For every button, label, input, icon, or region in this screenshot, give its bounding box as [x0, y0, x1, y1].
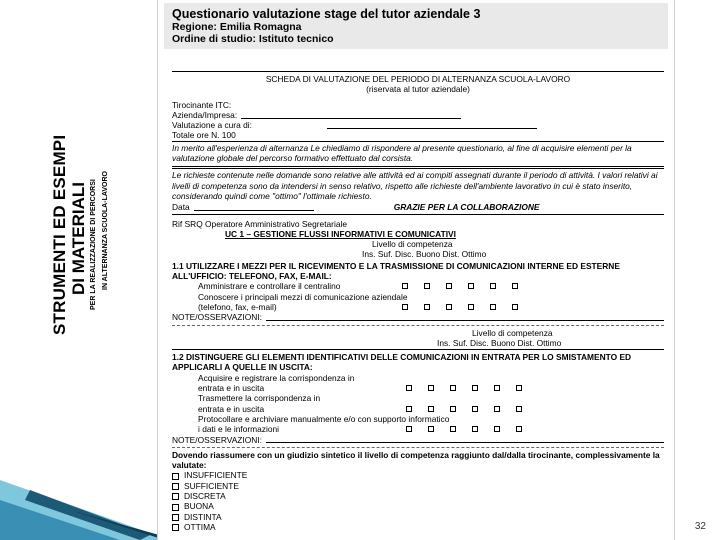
document-ordine: Ordine di studio: Istituto tecnico — [172, 33, 334, 45]
q12-title: 1.2 DISTINGUERE GLI ELEMENTI IDENTIFICATIVI DELLE COMUNICAZIONI IN ENTRATA PER LO SMISTAMENTO ED APPLICARLI A QUELLE IN USCITA: — [172, 352, 632, 373]
rif-srq: Rif SRQ Operatore Amministrativo Segretariale — [172, 218, 348, 229]
q12-note-label: NOTE/OSSERVAZIONI: — [172, 434, 262, 445]
livello-label-2: Livello di competenza — [472, 327, 553, 338]
checkbox-suf[interactable] — [424, 283, 430, 289]
intro-paragraph-2: Le richieste contenute nelle domande sono relative alle attività ed ai compiti assegnati durante il periodo di attività. I valori relativi ai livelli di competenza sono da intendersi in senso relativo, rispetto alle richieste dell'ambiente lavorativo in cui è stato inserito, considerando quindi come "ottimo" l'ottimale richiesto. — [172, 170, 658, 201]
q11-item-1-checkboxes — [394, 283, 526, 289]
q11-item-2: Conoscere i principali mezzi di comunicazione aziendale — [198, 291, 408, 302]
option-discreta[interactable]: DISCRETA — [172, 491, 664, 501]
scheda-title: SCHEDA DI VALUTAZIONE DEL PERIODO DI ALTERNANZA SCUOLA-LAVORO — [265, 74, 571, 84]
livello-label: Livello di competenza — [372, 239, 453, 250]
option-ottima[interactable]: OTTIMA — [172, 522, 664, 532]
grazie-text: GRAZIE PER LA COLLABORAZIONE — [393, 202, 540, 213]
q12-item-4-label: entrata e in uscita — [198, 403, 265, 414]
checkbox-suf[interactable] — [428, 426, 434, 432]
document-regione: Regione: Emilia Romagna — [172, 21, 302, 33]
checkbox-ottimo[interactable] — [516, 385, 522, 391]
checkbox-disc[interactable] — [450, 406, 456, 412]
checkbox-ottimo[interactable] — [512, 283, 518, 289]
checkbox-disc[interactable] — [450, 426, 456, 432]
checkbox-suf[interactable] — [424, 304, 430, 310]
q12-item-2-label: entrata e in uscita — [198, 383, 265, 394]
checkbox-dist[interactable] — [490, 283, 496, 289]
checkbox-buono[interactable] — [468, 283, 474, 289]
checkbox-buono[interactable] — [472, 426, 478, 432]
q12-item-6 — [172, 424, 664, 434]
document-page — [157, 0, 675, 540]
azienda-label: Azienda/Impresa: — [172, 109, 238, 120]
q11-item-1 — [172, 281, 664, 291]
q11-note-row — [172, 312, 664, 322]
checkbox-ottimo[interactable] — [512, 304, 518, 310]
valutazione-label: Valutazione a cura di: — [172, 120, 252, 131]
checkbox-ins[interactable] — [402, 304, 408, 310]
side-title-line1: STRUMENTI ED ESEMPI — [50, 134, 69, 335]
uc-title: UC 1 – GESTIONE FLUSSI INFORMATIVI E COMUNICATIVI — [225, 228, 456, 239]
checkbox-ottimo[interactable] — [516, 426, 522, 432]
tirocinante-label: Tirocinante ITC: — [172, 99, 232, 110]
document-header — [164, 3, 668, 49]
checkbox-dist[interactable] — [490, 304, 496, 310]
q11-item-3-checkboxes — [394, 304, 526, 310]
checkbox-buono[interactable] — [472, 406, 478, 412]
q12-item-5: Protocollare e archiviare manualmente e/o con supporto informatico — [198, 413, 450, 424]
q12-item-2 — [172, 383, 664, 393]
q12-item-4-checkboxes — [398, 406, 530, 412]
option-insufficiente[interactable]: INSUFFICIENTE — [172, 470, 664, 480]
option-distinta[interactable]: DISTINTA — [172, 512, 664, 522]
checkbox-disc[interactable] — [446, 304, 452, 310]
side-title — [50, 134, 140, 340]
summary-options — [172, 470, 664, 532]
scale-header-2: Ins. Suf. Disc. Buono Dist. Ottimo — [437, 337, 562, 348]
q11-note-field[interactable] — [266, 314, 664, 321]
azienda-field[interactable] — [241, 112, 461, 119]
q12-item-2-checkboxes — [398, 385, 530, 391]
scale-header: Ins. Suf. Disc. Buono Dist. Ottimo — [362, 249, 487, 260]
data-label: Data — [172, 202, 190, 213]
checkbox-ottimo[interactable] — [516, 406, 522, 412]
checkbox-suf[interactable] — [428, 406, 434, 412]
side-title-line4: IN ALTERNANZA SCUOLA-LAVORO — [102, 171, 109, 290]
checkbox[interactable] — [172, 514, 179, 521]
checkbox-disc[interactable] — [450, 385, 456, 391]
q12-item-6-checkboxes — [398, 426, 530, 432]
data-field[interactable] — [194, 204, 314, 211]
q12-item-6-label: i dati e le informazioni — [198, 424, 279, 435]
summary-question: Dovendo riassumere con un giudizio sintetico il livello di competenza raggiunto dal/dalla tirocinante, complessivamente la valutate: — [172, 449, 660, 471]
scheda-subtitle: (riservata al tutor aziendale) — [366, 84, 470, 95]
q12-note-field[interactable] — [266, 436, 664, 443]
checkbox-dist[interactable] — [494, 426, 500, 432]
checkbox-buono[interactable] — [468, 304, 474, 310]
checkbox-disc[interactable] — [446, 283, 452, 289]
data-row — [172, 202, 664, 212]
valutazione-field[interactable] — [327, 122, 537, 129]
checkbox-suf[interactable] — [428, 385, 434, 391]
azienda-row — [172, 110, 664, 120]
side-title-line2: DI MATERIALI — [69, 181, 88, 295]
totale-ore: Totale ore N. 100 — [172, 130, 236, 141]
checkbox-ins[interactable] — [406, 385, 412, 391]
evaluation-form — [158, 71, 674, 532]
q11-item-1-label: Amministrare e controllare il centralino — [198, 281, 341, 292]
checkbox[interactable] — [172, 504, 179, 511]
checkbox[interactable] — [172, 493, 179, 500]
checkbox-dist[interactable] — [494, 406, 500, 412]
page-number: 32 — [694, 521, 706, 532]
q11-title: 1.1 UTILIZZARE I MEZZI PER IL RICEVIMENTO E LA TRASMISSIONE DI COMUNICAZIONI INTERNE ED ESTERNE ALL'UFFICIO: TELEFONO, FAX, E-MAIL: — [172, 260, 620, 282]
document-title: Questionario valutazione stage del tutor aziendale 3 — [172, 7, 481, 21]
option-buona[interactable]: BUONA — [172, 501, 664, 511]
intro-paragraph-1: In merito all'esperienza di alternanza Le chiediamo di rispondere al presente questionario, al fine di acquisire elementi per la valutazione globale del percorso formativo effettuato dal corsista. — [172, 142, 632, 164]
checkbox[interactable] — [172, 483, 179, 490]
option-sufficiente[interactable]: SUFFICIENTE — [172, 481, 664, 491]
checkbox[interactable] — [172, 524, 179, 531]
checkbox-buono[interactable] — [472, 385, 478, 391]
checkbox-dist[interactable] — [494, 385, 500, 391]
q12-item-3: Trasmettere la corrispondenza in — [198, 393, 321, 404]
q12-note-row — [172, 435, 664, 445]
q11-item-3 — [172, 302, 664, 312]
checkbox-ins[interactable] — [402, 283, 408, 289]
q12-item-1: Acquisire e registrare la corrispondenza in — [198, 372, 355, 383]
checkbox-ins[interactable] — [406, 406, 412, 412]
decorative-corner — [0, 450, 170, 540]
q12-item-4 — [172, 404, 664, 414]
valutazione-row — [172, 120, 664, 130]
checkbox-ins[interactable] — [406, 426, 412, 432]
q11-note-label: NOTE/OSSERVAZIONI: — [172, 312, 262, 323]
checkbox[interactable] — [172, 473, 179, 480]
q11-item-3-label: (telefono, fax, e-mail) — [198, 301, 277, 312]
side-title-line3: PER LA REALIZZAZIONE DI PERCORSI — [90, 179, 97, 310]
